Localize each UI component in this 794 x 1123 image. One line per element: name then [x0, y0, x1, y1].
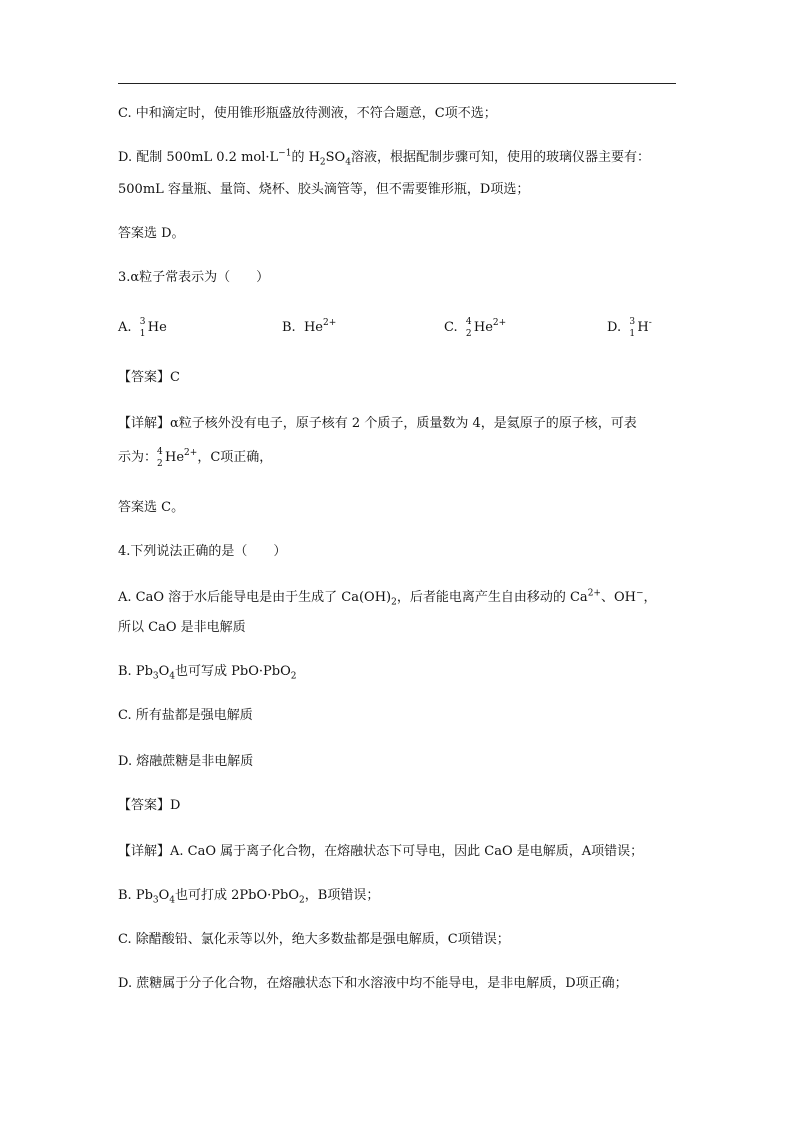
- q4-option-b: B. $Pb_3O_4$也可写成 PbO·PbO$_2$: [118, 664, 297, 682]
- q3-option-b: B. $He^{2+}$: [282, 318, 337, 335]
- detail-4-d: D. 蔗糖属于分子化合物，在熔融状态下和水溶液中均不能导电，是非电解质，D项正确；: [118, 976, 628, 991]
- q3-option-c: C. 4 2 $He^{2+}$: [444, 317, 507, 339]
- q3-option-a: A. 3 1 He: [118, 317, 167, 339]
- answer-4: 【答案】D: [118, 798, 181, 813]
- detail-3-cont: 示为： 4 2 $He^{2+}$，C项正确，: [118, 447, 273, 469]
- paragraph-option-d-cont: 500mL 容量瓶、量筒、烧杯、胶头滴管等，但不需要锥形瓶，D项选；: [118, 182, 530, 197]
- detail-4-b: B. $Pb_3O_4$也可打成 2PbO·PbO$_2$，B项错误；: [118, 888, 380, 906]
- answer-3: 【答案】C: [118, 370, 180, 385]
- detail-3: 【详解】α粒子核外没有电子，原子核有 2 个质子，质量数为 4，是氦原子的原子核，可表: [118, 416, 637, 431]
- q4-option-c: C. 所有盐都是强电解质: [118, 708, 253, 723]
- paragraph-option-c: C. 中和滴定时，使用锥形瓶盛放待测液，不符合题意，C项不选；: [118, 106, 497, 121]
- question-3: 3.α粒子常表示为（ ）: [118, 270, 270, 285]
- header-rule: [118, 83, 676, 84]
- answer-line-2: 答案选 D。: [118, 226, 185, 241]
- detail-4-c: C. 除醋酸铅、氯化汞等以外，绝大多数盐都是强电解质，C项错误；: [118, 932, 510, 947]
- paragraph-option-d: D. 配制 500mL 0.2 $mol\cdot L^{-1}$的 $H_2SO_4$溶液，根据配制步骤可知，使用的玻璃仪器主要有：: [118, 148, 650, 168]
- question-4: 4.下列说法正确的是（ ）: [118, 544, 287, 559]
- q4-option-a-cont: 所以 CaO 是非电解质: [118, 620, 246, 635]
- answer-line-3: 答案选 C。: [118, 500, 185, 515]
- detail-4-a: 【详解】A. CaO 属于离子化合物，在熔融状态下可导电，因此 CaO 是电解质，A项错误；: [118, 844, 644, 859]
- q4-option-a: A. CaO 溶于水后能导电是由于生成了 $Ca(OH)_2$，后者能电离产生自由移动的 $Ca^{2+}$、OH−，: [118, 588, 657, 608]
- q4-option-d: D. 熔融蔗糖是非电解质: [118, 754, 254, 769]
- q3-option-d: D. 3 1 H-: [607, 317, 652, 339]
